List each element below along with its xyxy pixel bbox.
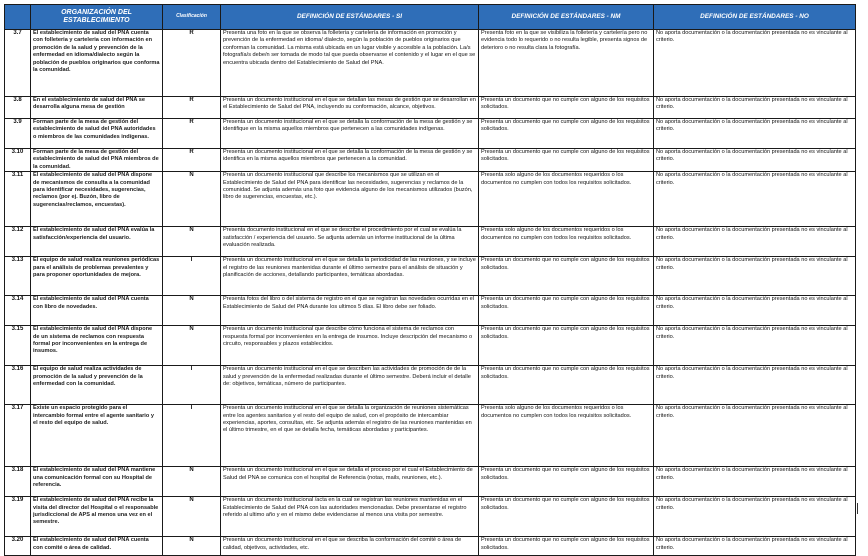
item-organization: El establecimiento de salud del PNA cuenta con comité o área de calidad. [31,537,163,556]
item-standard-si: Presenta un documento institucional en el que se detalla la organización de reuniones sistemáticas entre los agentes sanitarios y el resto del equipo de salud, con el propósito de intercambiar experiencias, aportes, consultas, etc. Se adjunta además el registro de las reuniones mantenidas en el último trimestre, en el que se detalla fecha, temáticas abordadas y participantes. [221,405,479,467]
item-classification: I [163,405,221,467]
item-standard-nm: Presenta solo alguno de los documentos requeridos o los documentos no cumplen con todos los requisitos solicitados. [479,172,654,227]
header-standards-no: DEFINICIÓN DE ESTÁNDARES - NO [654,5,856,30]
table-row [5,467,856,497]
table-row [5,366,856,405]
item-standard-si: Presenta un documento institucional en el que se detalla la conformación de la mesa de gestión y se identifica en la misma aquellos miembros que pertenecen a la comunidad. [221,149,479,172]
item-number: 3.7 [5,30,31,97]
item-number: 3.9 [5,119,31,149]
item-standard-si: Presenta un documento institucional /acta en la cual se registran las reuniones mantenidas en el Establecimiento de Salud del PNA con las autoridades mencionadas. Debe presentarse el registro referido al ultimo año y en el mismo debe evidenciarse al menos una visita por semestre. [221,497,479,537]
header-organization: ORGANIZACIÓN DEL ESTABLECIMIENTO [31,5,163,30]
item-standard-nm: Presenta un documento que no cumple con alguno de los requisitos solicitados. [479,467,654,497]
item-standard-nm: Presenta un documento que no cumple con alguno de los requisitos solicitados. [479,537,654,556]
table-row [5,405,856,467]
item-standard-si: Presenta un documento institucional que describe los mecanismos que se utilizan en el Establecimiento de Salud del PNA para identificar las necesidades, sugerencias y reclamos de la comunidad. Se adjunta además una foto que evidencia alguno de los mecanismos utilizados (buzón, libro de sugerencias, encuestas, etc.). [221,172,479,227]
item-standard-nm: Presenta un documento que no cumple con alguno de los requisitos solicitados. [479,149,654,172]
item-standard-nm: Presenta un documento que no cumple con alguno de los requisitos solicitados. [479,366,654,405]
standards-table [4,4,856,556]
item-standard-no: No aporta documentación o la documentación presentada no es vinculante al criterio. [654,30,856,97]
item-standard-no: No aporta documentación o la documentación presentada no es vinculante al criterio. [654,172,856,227]
item-classification: N [163,467,221,497]
header-standards-si: DEFINICIÓN DE ESTÁNDARES - SI [221,5,479,30]
item-organization: El establecimiento de salud del PNA evalúa la satisfacción/experiencia del usuario. [31,227,163,257]
item-standard-nm: Presenta solo alguno de los documentos requeridos o los documentos no cumplen con todos los requisitos solicitados. [479,227,654,257]
item-organization: El equipo de salud realiza reuniones periódicas para el análisis de problemas prevalentes y para proponer oportunidades de mejora. [31,257,163,296]
item-standard-no: No aporta documentación o la documentación presentada no es vinculante al criterio. [654,405,856,467]
item-standard-no: No aporta documentación o la documentación presentada no es vinculante al criterio. [654,467,856,497]
item-classification: N [163,537,221,556]
item-standard-no: No aporta documentación o la documentación presentada no es vinculante al criterio. [654,257,856,296]
header-standards-nm: DEFINICIÓN DE ESTÁNDARES - NM [479,5,654,30]
item-number: 3.15 [5,326,31,366]
item-standard-no: No aporta documentación o la documentación presentada no es vinculante al criterio. [654,296,856,326]
item-classification: N [163,497,221,537]
item-classification: N [163,296,221,326]
item-classification: N [163,326,221,366]
header-number [5,5,31,30]
table-row [5,497,856,537]
item-standard-nm: Presenta foto en la que se visibiliza la folletería y cartelería pero no evidencia todo lo requerido o no resulta legible, presenta signos de deterioro o no resulta clara la fotografía. [479,30,654,97]
item-standard-no: No aporta documentación o la documentación presentada no es vinculante al criterio. [654,497,856,537]
item-classification: R [163,119,221,149]
table-row [5,227,856,257]
item-standard-si: Presenta un documento institucional en el que se detalla la periodicidad de las reuniones, y se incluye el registro de las reuniones mantenidas durante el último semestre para el análisis de situación y planificación de acciones, detallando participantes, temáticas abordadas. [221,257,479,296]
item-standard-si: Presenta un documento institucional en el que se describa la conformación del comité o área de calidad, objetivos, actividades, etc. [221,537,479,556]
item-organization: Forman parte de la mesa de gestión del establecimiento de salud del PNA autoridades o miembros de las comunidades indígenas. [31,119,163,149]
table-row [5,326,856,366]
item-standard-nm: Presenta un documento que no cumple con alguno de los requisitos solicitados. [479,257,654,296]
item-standard-nm: Presenta solo alguno de los documentos requeridos o los documentos no cumplen con todos los requisitos solicitados. [479,405,654,467]
item-number: 3.20 [5,537,31,556]
item-organization: Existe un espacio protegido para el intercambio formal entre el agente sanitario y el resto del equipo de salud. [31,405,163,467]
item-standard-no: No aporta documentación o la documentación presentada no es vinculante al criterio. [654,537,856,556]
table-row [5,257,856,296]
item-number: 3.14 [5,296,31,326]
item-classification: I [163,257,221,296]
item-organization: En el establecimiento de salud del PNA se desarrolla alguna mesa de gestión [31,97,163,119]
item-number: 3.18 [5,467,31,497]
item-classification: I [163,366,221,405]
page-edge-marker [857,503,861,514]
item-classification: R [163,149,221,172]
table-row [5,172,856,227]
item-classification: N [163,227,221,257]
item-standard-si: Presenta documento institucional en el que se describe el procedimiento por el cual se evalúa la satisfacción / experiencia del usuario. Se adjunta además un informe institucional de la última evaluación realizada. [221,227,479,257]
table-row [5,119,856,149]
header-classification: Clasificación [163,5,221,30]
item-standard-si: Presenta una foto en la que se observa la folleteria y cartelería de información en promoción y prevención de la enfermedad en idioma/ dialecto, según la población de pueblos originarios que conforman la comunidad. La misma está ubicada en un lugar visible y accesible a la población. La/s fotografía/s debe/n ser tomada de modo tal que pueda observarse el contenido y el lugar en el que se encuentra ubicada dentro del Establecimiento de Salud del PNA. [221,30,479,97]
item-standard-no: No aporta documentación o la documentación presentada no es vinculante al criterio. [654,366,856,405]
item-standard-nm: Presenta un documento que no cumple con alguno de los requisitos solicitados. [479,97,654,119]
table-row [5,296,856,326]
item-number: 3.19 [5,497,31,537]
item-standard-no: No aporta documentación o la documentación presentada no es vinculante al criterio. [654,149,856,172]
item-standard-si: Presenta fotos del libro o del sistema de registro en el que se registran las novedades ocurridas en el Establecimiento de Salud del PNA durante los ultimos 5 días. El libro debe ser foliado. [221,296,479,326]
item-number: 3.11 [5,172,31,227]
item-classification: R [163,97,221,119]
item-number: 3.17 [5,405,31,467]
item-standard-si: Presenta un documento institucional en el que se detalla la conformación de la mesa de gestión y se identifique en la misma aquellos miembros que pertenecen a las comunidades indígenas. [221,119,479,149]
item-organization: El establecimiento de salud del PNA mantiene una comunicación formal con su Hospital de referencia. [31,467,163,497]
item-standard-no: No aporta documentación o la documentación presentada no es vinculante al criterio. [654,227,856,257]
item-standard-nm: Presenta un documento que no cumple con alguno de los requisitos solicitados. [479,296,654,326]
item-standard-nm: Presenta un documento que no cumple con alguno de los requisitos solicitados. [479,497,654,537]
item-standard-no: No aporta documentación o la documentación presentada no es vinculante al criterio. [654,119,856,149]
item-classification: N [163,172,221,227]
item-standard-nm: Presenta un documento que no cumple con alguno de los requisitos solicitados. [479,326,654,366]
item-standard-si: Presenta un documento institucional en el que se describen las actividades de promoción de de la salud y prevención de la enfermedad realizadas durante el último semestre. Deberá incluir el detalle de: objetivos, temáticas, número de participantes. [221,366,479,405]
item-standard-nm: Presenta un documento que no cumple con alguno de los requisitos solicitados. [479,119,654,149]
item-number: 3.16 [5,366,31,405]
item-organization: El establecimiento de salud del PNA cuenta con folleteria y carteleria con información en promoción de la salud y prevención de la enfermedad en idioma/dialecto según la población de pueblos originarios que conforma la comunidad. [31,30,163,97]
item-organization: El establecimiento de salud del PNA recibe la visita del director del Hospital o el responsable jurisdiccional de APS al menos una vez en el semestre. [31,497,163,537]
item-organization: El equipo de salud realiza actividades de promoción de la salud y prevención de la enfermedad con la comunidad. [31,366,163,405]
item-classification: R [163,30,221,97]
item-organization: El establecimiento de salud del PNA cuenta con libro de novedades. [31,296,163,326]
table-row [5,30,856,97]
item-number: 3.13 [5,257,31,296]
table-row [5,149,856,172]
item-standard-si: Presenta un documento institucional que describe cómo funciona el sistema de reclamos con respuesta formal por inconvenientes en la entrega de insumos. Incluye descripción del mecanismo o circuito, responsables y plazos establecidos. [221,326,479,366]
item-organization: El establecimiento de salud del PNA dispone de mecanismos de consulta a la comunidad para identificar necesidades, sugerencias, reclamos (por ej. Buzón, libro de sugerencias/reclamos, encuestas). [31,172,163,227]
item-standard-no: No aporta documentación o la documentación presentada no es vinculante al criterio. [654,326,856,366]
item-number: 3.10 [5,149,31,172]
item-standard-no: No aporta documentación o la documentación presentada no es vinculante al criterio. [654,97,856,119]
table-header-row [5,5,856,30]
item-organization: Forman parte de la mesa de gestión del establecimiento de salud del PNA miembros de la comunidad. [31,149,163,172]
item-standard-si: Presenta un documento institucional en el que se detallan las mesas de gestión que se desarrollan en el Establecimiento de Salud del PNA, incluyendo su conformación, alcance, objetivos. [221,97,479,119]
table-row [5,97,856,119]
item-number: 3.8 [5,97,31,119]
item-organization: El establecimiento de salud del PNA dispone de un sistema de reclamos con respuesta formal por inconvenientes en la entrega de insumos. [31,326,163,366]
item-standard-si: Presenta un documento institucional en el que se detalla el proceso por el cual el Establecimiento de Salud del PNA se comunica con el hospital de Referencia (notas, mails, reuniones, etc.). [221,467,479,497]
item-number: 3.12 [5,227,31,257]
